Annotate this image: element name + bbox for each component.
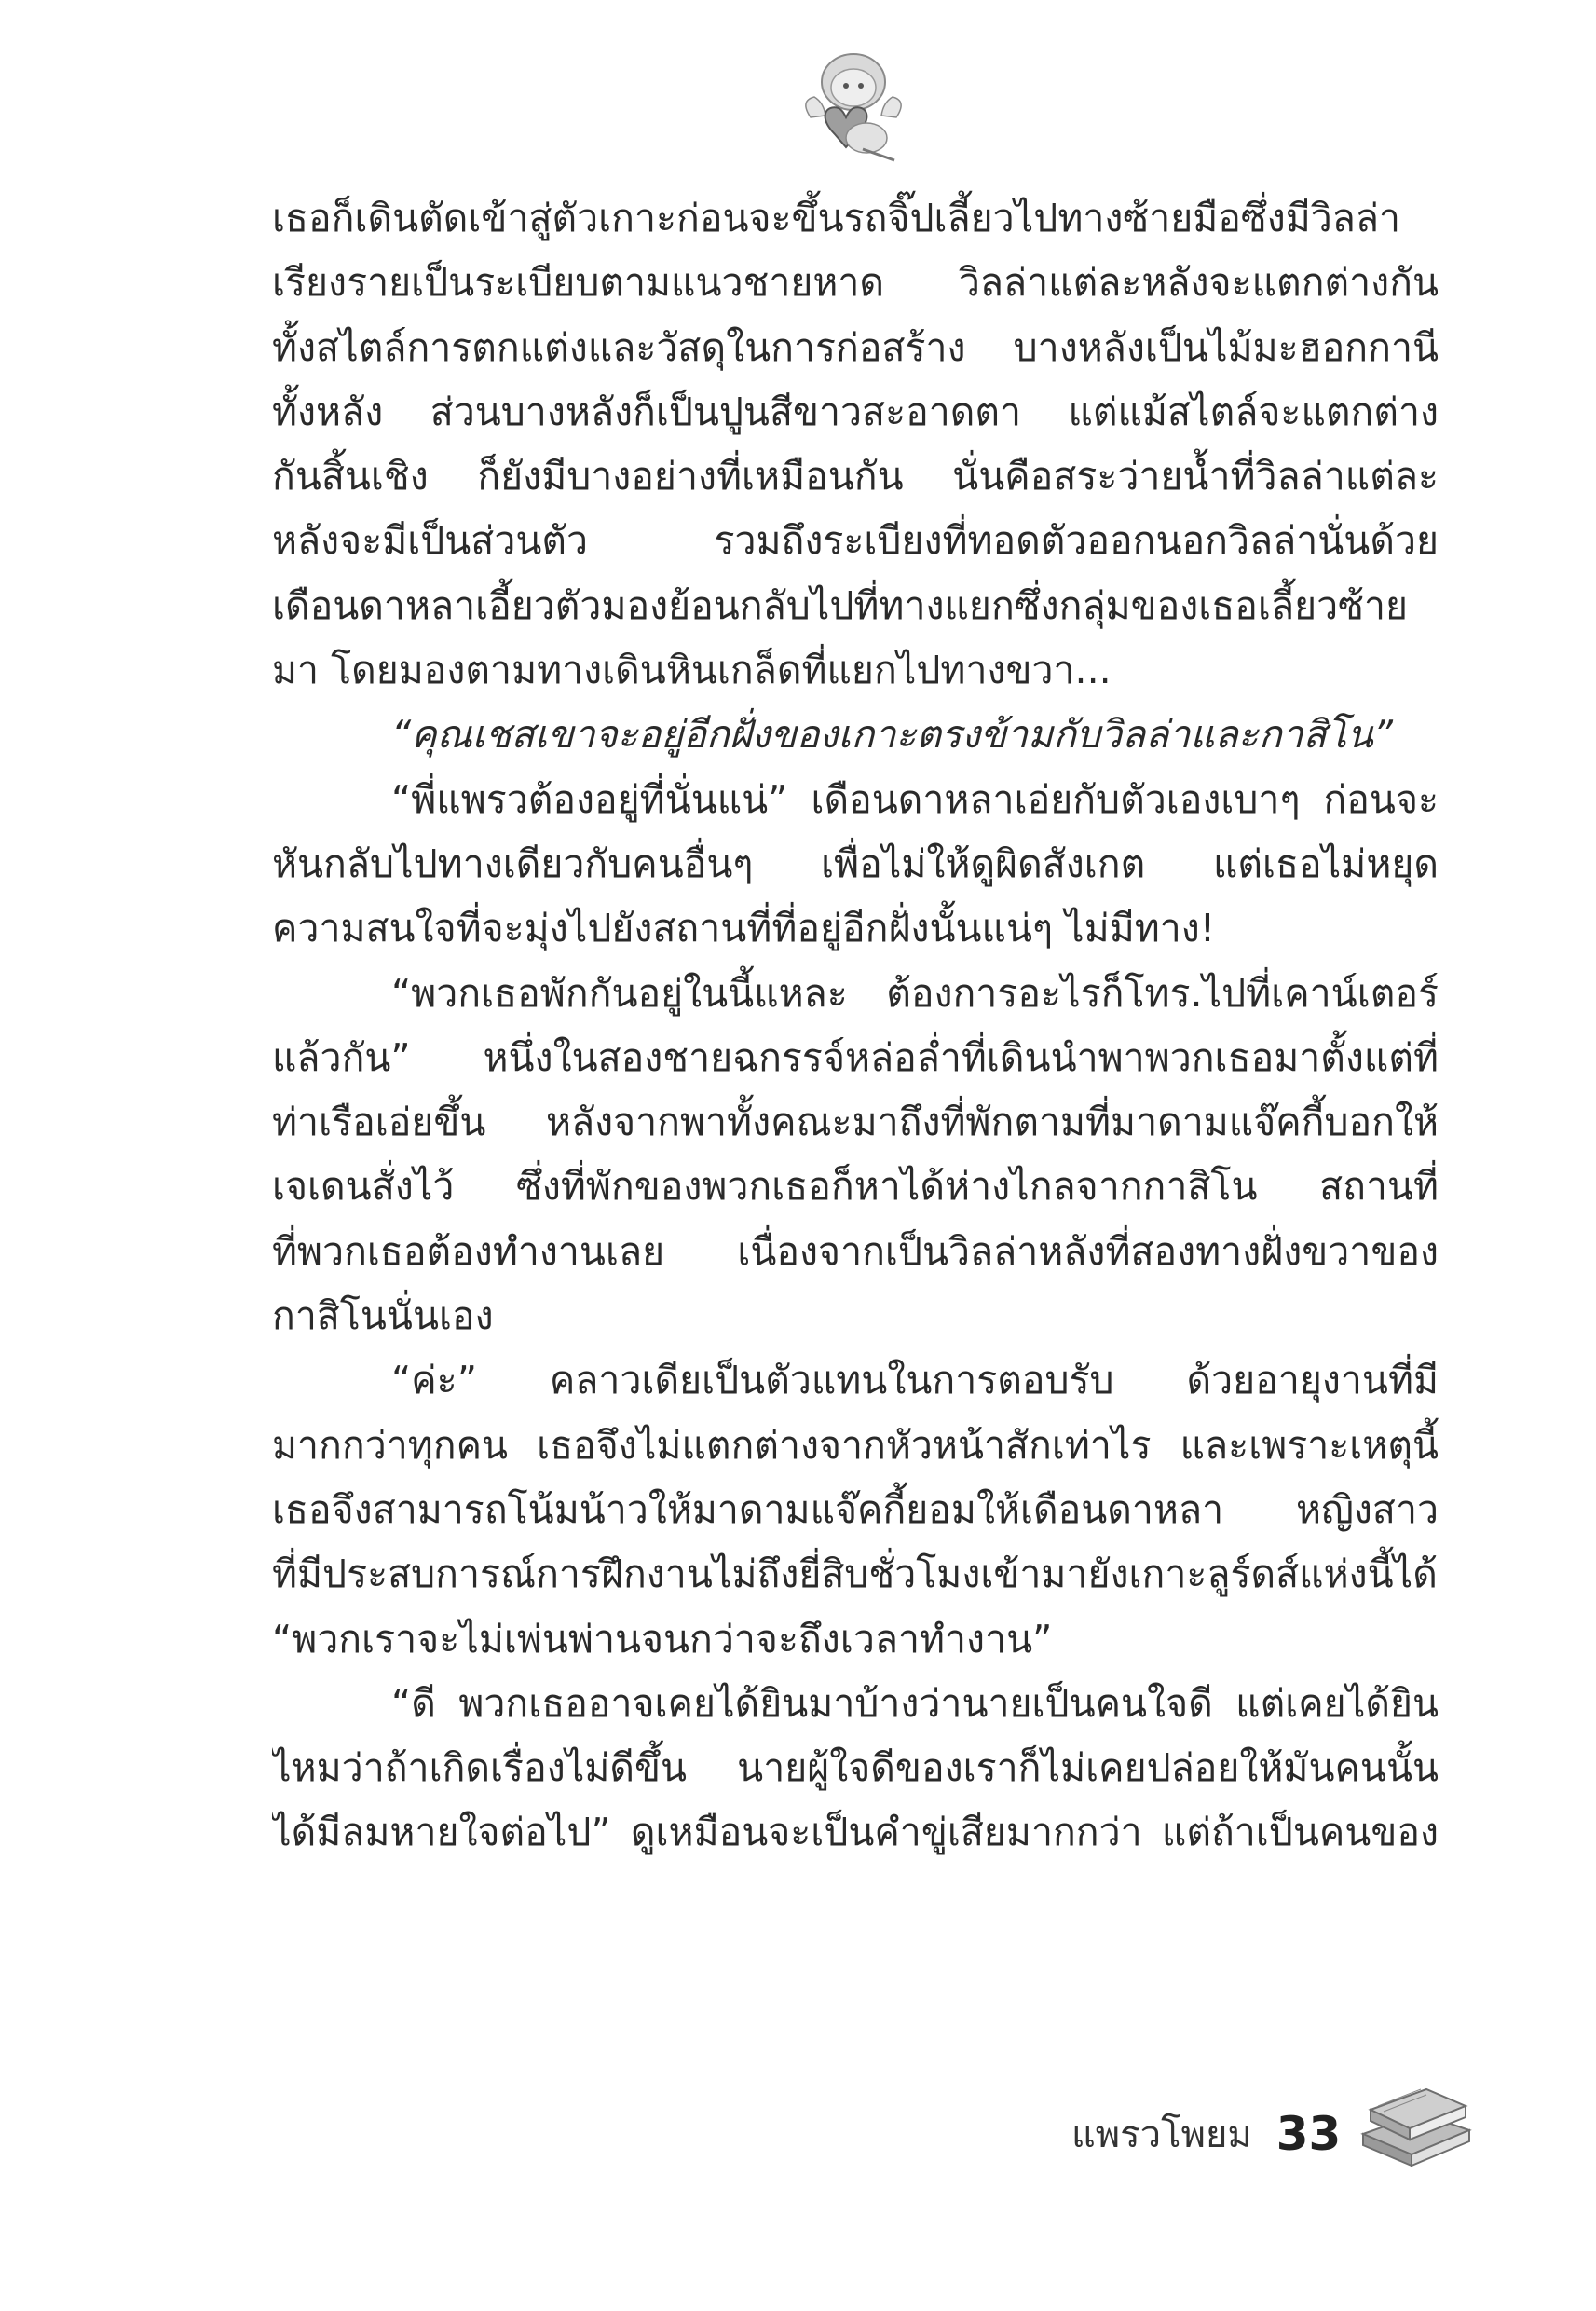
text-line: ที่มีประสบการณ์การฝึกงานไม่ถึงยี่สิบชั่วโมงเข้ามายังเกาะลูร์ดส์แห่งนี้ได้ (272, 1552, 1438, 1597)
text-line: “พวกเราจะไม่เพ่นพ่านจนกว่าจะถึงเวลาทำงาน” (272, 1616, 1053, 1661)
page-number: 33 (1275, 2107, 1342, 2161)
text-line: ได้มีลมหายใจต่อไป” ดูเหมือนจะเป็นคำขู่เสียมากกว่า แต่ถ้าเป็นคนของ (272, 1810, 1439, 1855)
text-line: ท่าเรือเอ่ยขึ้น หลังจากพาทั้งคณะมาถึงที่พักตามที่มาดามแจ๊คกี้บอกให้ (272, 1100, 1439, 1145)
text-line: “พวกเธอพักกันอยู่ในนี้แหละ ต้องการอะไรก็โทร.ไปที่เคาน์เตอร์ (391, 970, 1439, 1016)
text-line: เดือนดาหลาเอี้ยวตัวมองย้อนกลับไปที่ทางแยกซึ่งกลุ่มของเธอเลี้ยวซ้าย (272, 582, 1408, 628)
running-title: แพรวโพยม (1071, 2113, 1252, 2156)
text-line: เธอก็เดินตัดเข้าสู่ตัวเกาะก่อนจะขึ้นรถจิ๊ปเลี้ยวไปทางซ้ายมือซึ่งมีวิลล่า (272, 196, 1401, 240)
text-line: หลังจะมีเป็นส่วนตัว รวมถึงระเบียงที่ทอดตัวออกนอกวิลล่านั่นด้วย (272, 518, 1439, 564)
text-line: เจเดนสั่งไว้ ซึ่งที่พักของพวกเธอก็หาได้ห่างไกลจากกาสิโน สถานที่ (272, 1164, 1439, 1210)
text-line: ทั้งสไตล์การตกแต่งและวัสดุในการก่อสร้าง บางหลังเป็นไม้มะฮอกกานี (272, 324, 1439, 370)
cherub-with-heart-icon (798, 45, 909, 168)
text-line: หันกลับไปทางเดียวกับคนอื่นๆ เพื่อไม่ให้ดูผิดสังเกต แต่เธอไม่หยุด (272, 841, 1439, 886)
text-line: แล้วกัน” หนึ่งในสองชายฉกรรจ์หล่อล่ำที่เดินนำพาพวกเธอมาตั้งแต่ที่ (272, 1034, 1439, 1080)
text-line: เธอจึงสามารถโน้มน้าวให้มาดามแจ๊คกี้ยอมให้เดือนดาหลา หญิงสาว (272, 1486, 1439, 1532)
text-line: กันสิ้นเชิง ก็ยังมีบางอย่างที่เหมือนกัน นั่นคือสระว่ายน้ำที่วิลล่าแต่ละ (272, 454, 1439, 499)
text-line: “ค่ะ” คลาวเดียเป็นตัวแทนในการตอบรับ ด้วยอายุงานที่มี (391, 1358, 1439, 1403)
text-line: มา โดยมองตามทางเดินหินเกล็ดที่แยกไปทางขวา... (272, 648, 1112, 693)
page-footer (1071, 2101, 1341, 2167)
body-text (272, 186, 1439, 1866)
text-line: ทั้งหลัง ส่วนบางหลังก็เป็นปูนสีขาวสะอาดตา แต่แม้สไตล์จะแตกต่าง (272, 389, 1439, 434)
text-line: กาสิโนนั่นเอง (272, 1293, 494, 1339)
text-line: มากกว่าทุกคน เธอจึงไม่แตกต่างจากหัวหน้าสักเท่าไร และเพราะเหตุนี้ (272, 1422, 1439, 1468)
text-line: ความสนใจที่จะมุ่งไปยังสถานที่ที่อยู่อีกฝั่งนั้นแน่ๆ ไม่มีทาง! (272, 906, 1216, 951)
text-line: ที่พวกเธอต้องทำงานเลย เนื่องจากเป็นวิลล่าหลังที่สองทางฝั่งขวาของ (272, 1228, 1439, 1274)
italic-quote-line: “คุณเชสเขาจะอยู่อีกฝั่งของเกาะตรงข้ามกับวิลล่าและกาสิโน” (391, 712, 1393, 758)
text-line: ไหมว่าถ้าเกิดเรื่องไม่ดีขึ้น นายผู้ใจดีของเราก็ไม่เคยปล่อยให้มันคนนั้น (272, 1745, 1439, 1791)
text-line: “ดี พวกเธออาจเคยได้ยินมาบ้างว่านายเป็นคนใจดี แต่เคยได้ยิน (391, 1680, 1439, 1726)
stacked-books-icon (1356, 2069, 1477, 2171)
text-line: เรียงรายเป็นระเบียบตามแนวชายหาด วิลล่าแต่ละหลังจะแตกต่างกัน (272, 260, 1439, 306)
text-line: “พี่แพรวต้องอยู่ที่นั่นแน่” เดือนดาหลาเอ่ยกับตัวเองเบาๆ ก่อนจะ (391, 776, 1439, 822)
